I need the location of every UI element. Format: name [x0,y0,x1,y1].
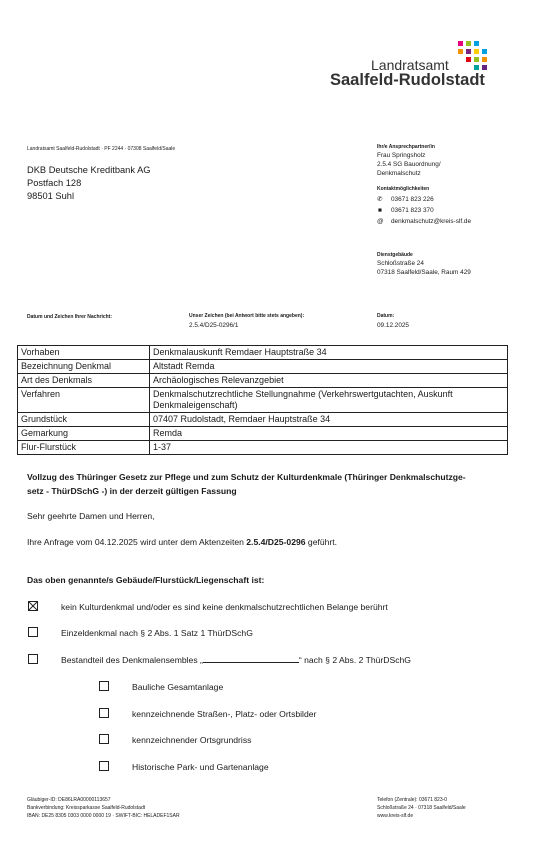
logo-square [458,49,463,54]
suboption-checkbox-building-complex[interactable] [99,681,109,691]
our-reference-label: Unser Zeichen (bei Antwort bitte stets angeben): [189,313,305,319]
table-row [18,374,508,388]
building-city: 07318 Saalfeld/Saale, Raum 429 [377,269,471,276]
table-key: Grundstück [18,413,150,427]
contact-fax: 03671 823 370 [391,207,434,214]
building-heading: Dienstgebäude [377,252,413,258]
table-key: Flur-Flurstück [18,441,150,455]
table-value: Altstadt Remda [150,360,508,374]
table-key: Vorhaben [18,346,150,360]
building-street: Schloßstraße 24 [377,260,424,267]
footer-creditor-id: Gläubiger-ID: DE86LRA00000113657 [27,797,111,803]
table-key: Bezeichnung Denkmal [18,360,150,374]
table-value: 1-37 [150,441,508,455]
option-checkbox-ensemble[interactable] [28,654,38,664]
law-heading-line1: Vollzug des Thüringer Gesetz zur Pflege und zum Schutz der Kulturdenkmale (Thüringer Denkmalschutzge- [27,472,466,482]
salutation: Sehr geehrte Damen und Herren, [27,511,155,521]
table-value: 07407 Rudolstadt, Remdaer Hauptstraße 34 [150,413,508,427]
recipient-line1: DKB Deutsche Kreditbank AG [27,165,151,175]
footer-phone: Telefon (Zentrale): 03671 823-0 [377,797,448,803]
table-row [18,441,508,455]
option-checkbox-no-monument[interactable] [28,601,38,611]
request-prefix: Ihre Anfrage vom 04.12.2025 wird unter dem Aktenzeiten [27,537,247,547]
table-row [18,427,508,441]
footer-website[interactable]: www.kreis-slf.de [377,813,414,819]
logo-square [474,41,479,46]
table-value: Archäologisches Relevanzgebiet [150,374,508,388]
ensemble-suffix: “ nach § 2 Abs. 2 ThürDSchG [298,655,411,665]
suboption-label-historic-park: Historische Park- und Gartenanlage [132,762,269,772]
contact-email[interactable]: denkmalschutz@kreis-slf.de [391,218,472,225]
contact-dept2: Denkmalschutz [377,170,421,177]
contact-heading: Ihr/e Ansprechpartner/in [377,144,435,150]
logo-square [458,41,463,46]
logo-square [466,41,471,46]
option-checkbox-single-monument[interactable] [28,627,38,637]
table-row [18,360,508,374]
option-label-ensemble [61,655,411,665]
recipient-line2: Postfach 128 [27,178,82,188]
ensemble-name-blank[interactable] [203,656,299,663]
logo-square [474,57,479,62]
fax-icon: ■ [378,207,382,214]
contact-options-heading: Kontaktmöglichkeiten [377,186,430,192]
contact-name: Frau Springsholz [377,152,426,159]
date-label: Datum: [377,313,395,319]
option-label-single-monument: Einzeldenkmal nach § 2 Abs. 1 Satz 1 ThürDSchG [61,628,253,638]
project-info-table [17,345,508,455]
suboption-label-town-layout: kennzeichnender Ortsgrundriss [132,735,252,745]
request-sentence [27,537,337,547]
logo-square [482,57,487,62]
sender-line: Landratsamt Saalfeld-Rudolstadt · PF 2244 · 07308 Saalfeld/Saale [27,146,176,152]
at-icon: @ [377,218,384,225]
suboption-checkbox-street-views[interactable] [99,708,109,718]
logo-square [474,65,479,70]
table-value: Remda [150,427,508,441]
our-reference-value: 2.5.4/D25-0296/1 [189,322,239,329]
table-row [18,346,508,360]
logo-square [474,49,479,54]
your-reference-label: Datum und Zeichen Ihrer Nachricht: [27,314,113,320]
table-key: Art des Denkmals [18,374,150,388]
logo-square [482,49,487,54]
office-name-line1: Landratsamt [371,57,449,73]
suboption-label-street-views: kennzeichnende Straßen-, Platz- oder Ortsbilder [132,709,317,719]
logo-square [482,65,487,70]
suboption-checkbox-town-layout[interactable] [99,734,109,744]
ensemble-prefix: Bestandteil des Denkmalensembles „ [61,655,203,665]
date-value: 09.12.2025 [377,322,409,329]
option-label-no-monument: kein Kulturdenkmal und/oder es sind keine denkmalschutzrechtlichen Belange berührt [61,602,388,612]
footer-address: Schloßstraße 24 · 07318 Saalfeld/Saale [377,805,466,811]
question-heading: Das oben genannte/s Gebäude/Flurstück/Liegenschaft ist: [27,575,265,585]
request-suffix: geführt. [305,537,338,547]
table-value: Denkmalauskunft Remdaer Hauptstraße 34 [150,346,508,360]
table-row [18,413,508,427]
footer-bank: Bankverbindung: Kreissparkasse Saalfeld-Rudolstadt [27,805,146,811]
phone-icon: ✆ [377,196,383,203]
recipient-line3: 98501 Suhl [27,191,75,201]
law-heading-line2: setz - ThürDSchG -) in der derzeit gültigen Fassung [27,486,237,496]
footer-iban: IBAN: DE25 8305 0303 0000 0000 19 · SWIFT-BIC: HELADEF1SAR [27,813,180,819]
table-value: Denkmalschutzrechtliche Stellungnahme (Verkehrswertgutachten, Auskunft Denkmaleigenschaft) [150,388,508,413]
table-row [18,388,508,413]
table-key: Gemarkung [18,427,150,441]
suboption-checkbox-historic-park[interactable] [99,761,109,771]
contact-dept1: 2.5.4 SG Bauordnung/ [377,161,441,168]
logo-mark [458,41,500,73]
suboption-label-building-complex: Bauliche Gesamtanlage [132,682,224,692]
contact-phone: 03671 823 226 [391,196,434,203]
logo-square [466,57,471,62]
logo-square [466,49,471,54]
request-reference: 2.5.4/D25-0296 [246,537,306,547]
table-key: Verfahren [18,388,150,413]
office-name-line2: Saalfeld-Rudolstadt [330,71,485,89]
